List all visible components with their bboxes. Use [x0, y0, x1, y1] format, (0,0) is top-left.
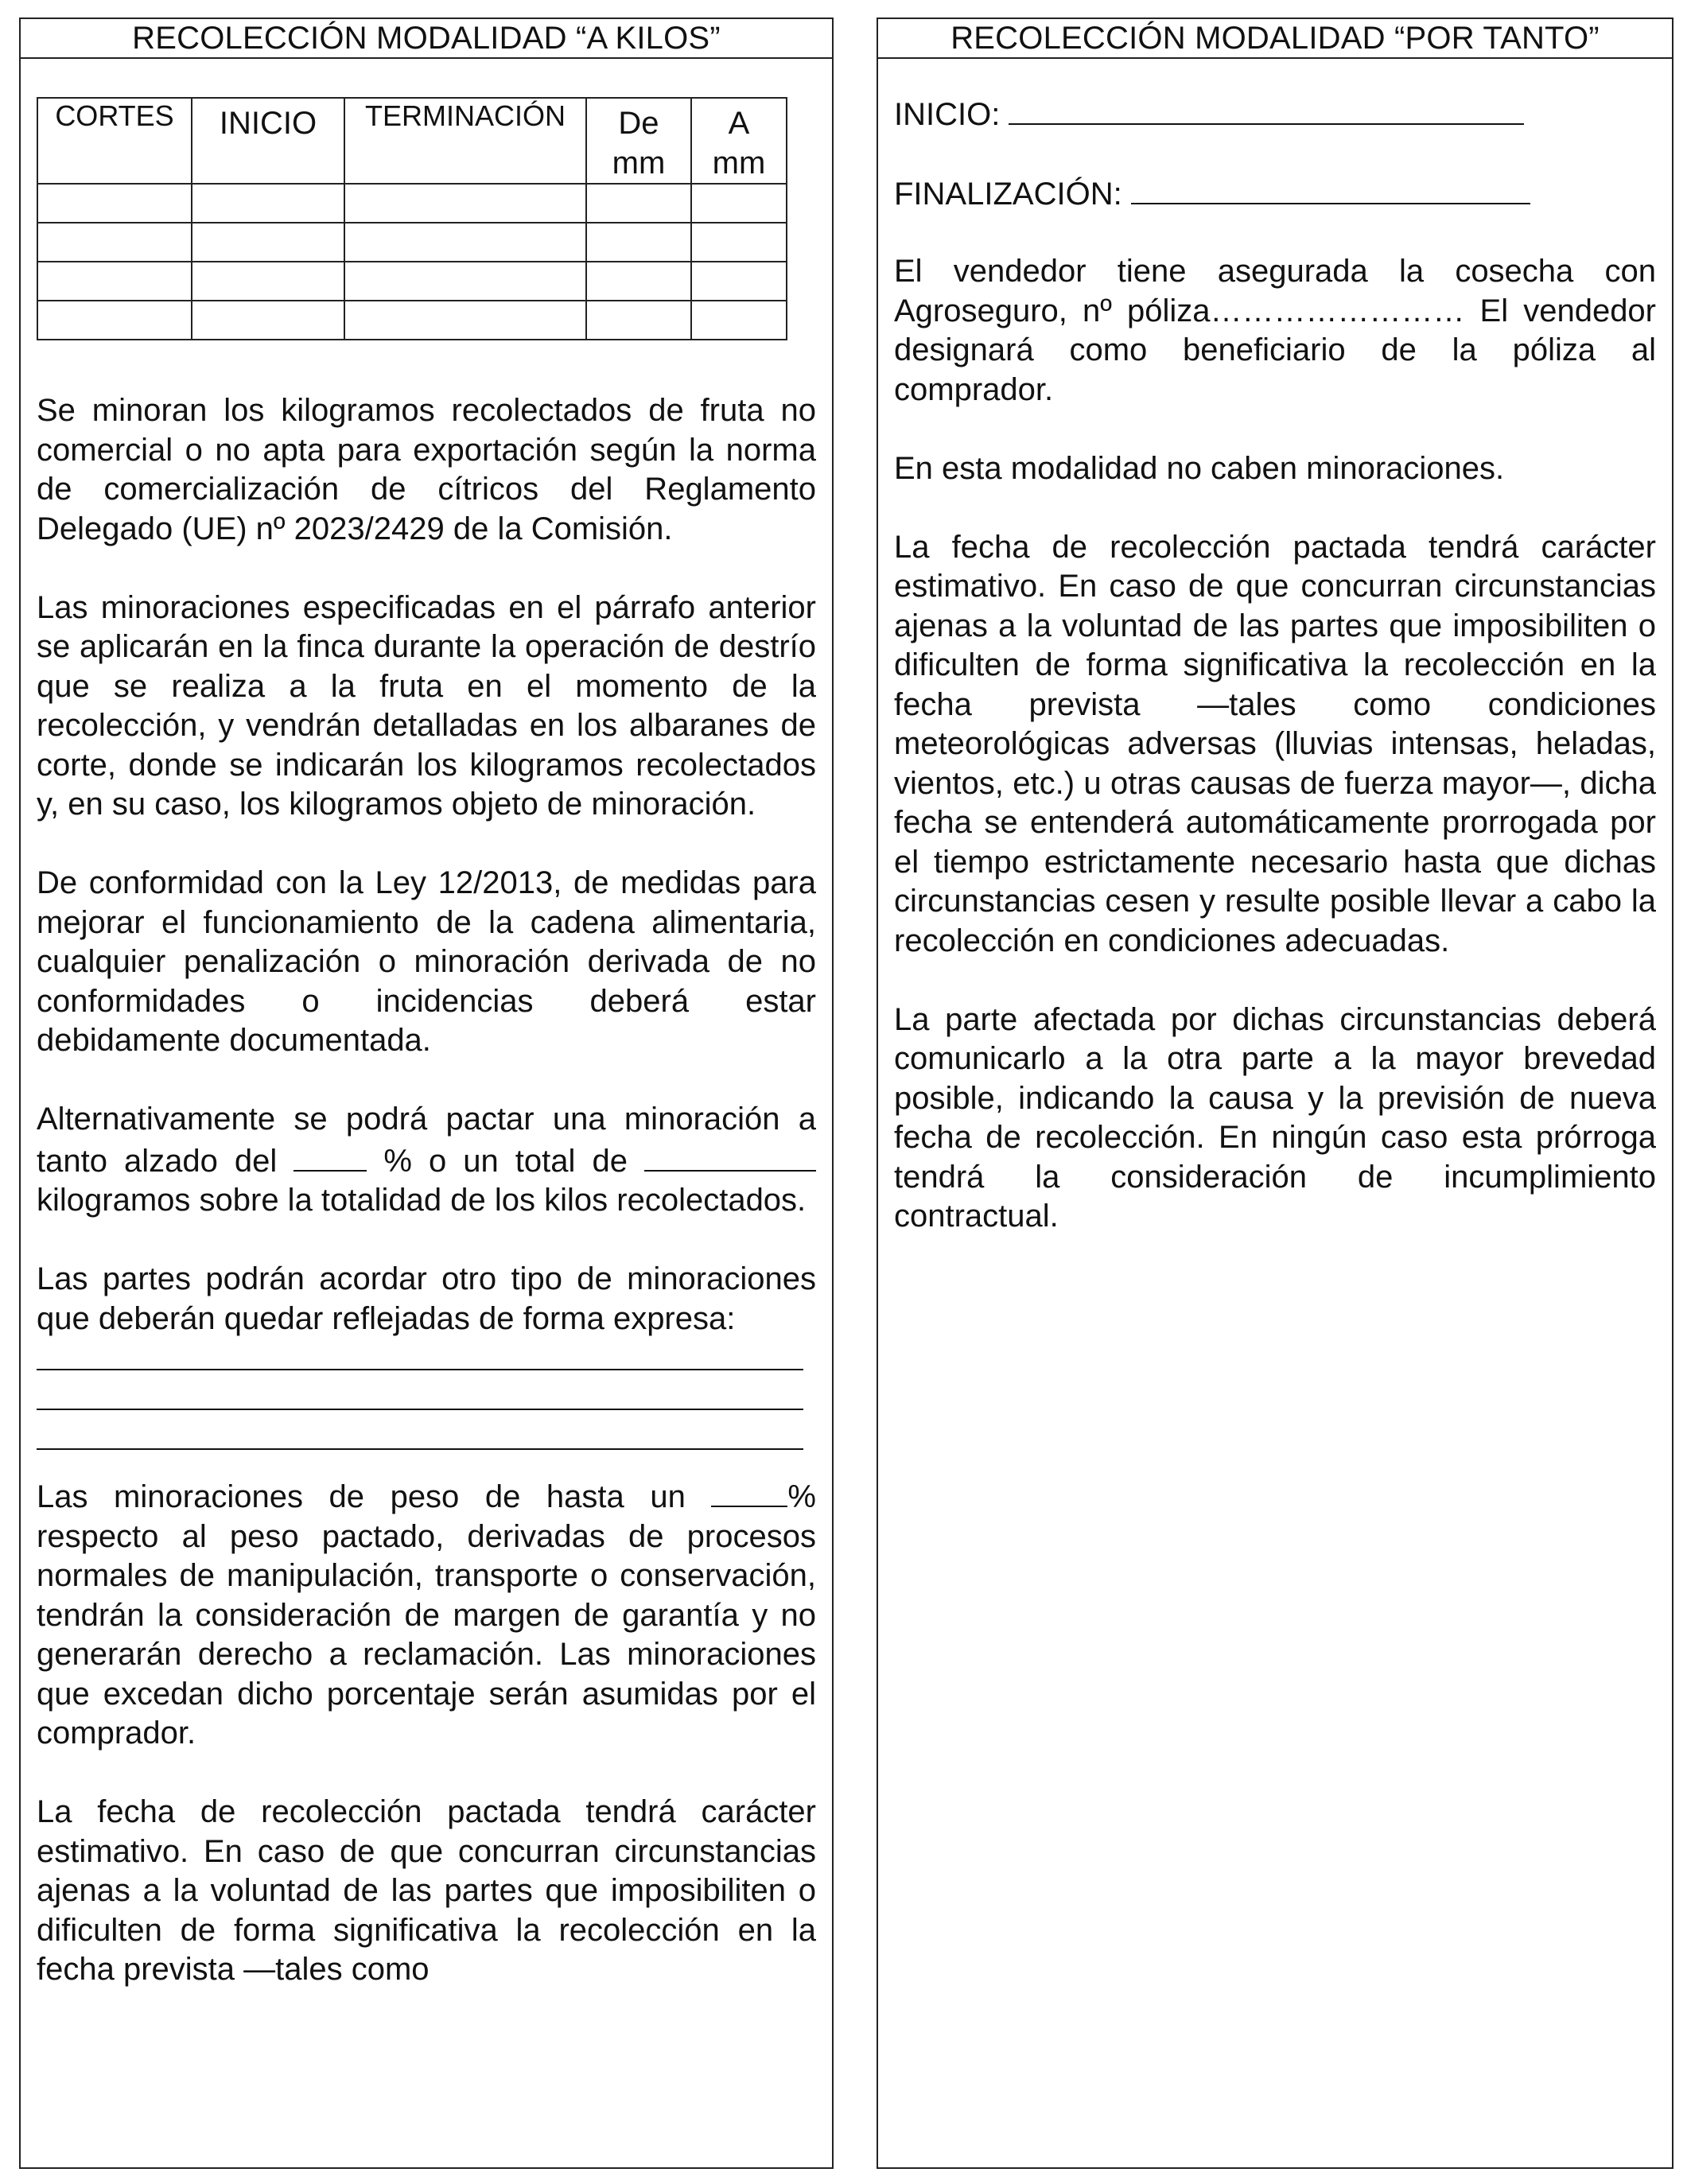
table-row: [37, 184, 787, 223]
por-tanto-title: RECOLECCIÓN MODALIDAD “POR TANTO”: [878, 19, 1672, 59]
table-cell[interactable]: [344, 262, 586, 301]
finalizacion-blank[interactable]: [1131, 179, 1530, 204]
paragraph-fecha-estimativa-tanto: La fecha de recolección pactada tendrá carácter estimativo. En caso de que concurran circunstancias ajenas a la voluntad de las partes que imposibiliten o dificulten de forma significativa la recolección en la fecha prevista —tales como condiciones meteorológicas adversas (lluvias intensas, heladas, vientos, etc.) u otras causas de fuerza mayor—, dicha fecha se entenderá automáticamente prorrogada por el tiempo estrictamente necesario hasta que dichas circunstancias cesen y resulte posible llevar a cabo la recolección en condiciones adecuadas.: [894, 529, 1656, 958]
paragraph-agroseguro: El vendedor tiene asegurada la cosecha con Agroseguro, nº póliza…………………… El vendedor designará como beneficiario de la póliza al comprador.: [894, 254, 1656, 407]
table-cell[interactable]: [192, 184, 344, 223]
paragraph-margen-garantia: Las minoraciones de peso de hasta un % respecto al peso pactado, derivadas de procesos normales de manipulación, transporte o conservación, tendrán la consideración de margen de garantía y no generarán derecho a reclamación. Las minoraciones que excedan dicho porcentaje serán asumidas por el comprador.: [37, 1475, 816, 1754]
table-cell[interactable]: [344, 184, 586, 223]
finalizacion-field: FINALIZACIÓN:: [894, 175, 1656, 215]
paragraph-minoracion-kilos: Se minoran los kilogramos recolectados de fruta no comercial o no apta para exportación según la norma de comercialización de cítricos del Reglamento Delegado (UE) nº 2023/2429 de la Comisión.: [37, 393, 816, 546]
table-cell[interactable]: [691, 262, 787, 301]
table-cell[interactable]: [344, 301, 586, 340]
percent-blank[interactable]: [293, 1140, 367, 1172]
table-cell[interactable]: [37, 184, 192, 223]
table-cell[interactable]: [691, 301, 787, 340]
blank-line[interactable]: [37, 1370, 803, 1410]
table-cell[interactable]: [37, 301, 192, 340]
total-kilos-blank[interactable]: [644, 1140, 816, 1172]
table-cell[interactable]: [586, 184, 691, 223]
por-tanto-section: [877, 17, 1674, 2169]
table-row: [37, 301, 787, 340]
table-row: [37, 223, 787, 262]
paragraph-otras-minoraciones: Las partes podrán acordar otro tipo de minoraciones que deberán quedar reflejadas de forma expresa:: [37, 1261, 816, 1336]
inicio-blank[interactable]: [1009, 99, 1524, 125]
cortes-table: [37, 97, 787, 340]
table-cell[interactable]: [691, 184, 787, 223]
inicio-field: INICIO:: [894, 95, 1656, 135]
table-cell[interactable]: [344, 223, 586, 262]
cortes-table-header: [37, 98, 787, 184]
paragraph-fecha-estimativa: La fecha de recolección pactada tendrá carácter estimativo. En caso de que concurran circunstancias ajenas a la voluntad de las partes que imposibiliten o dificulten de forma significativa la recolección en la fecha prevista —tales como: [37, 1794, 816, 1987]
paragraph-comunicacion: La parte afectada por dichas circunstancias deberá comunicarlo a la otra parte a la mayor brevedad posible, indicando la causa y la previsión de nueva fecha de recolección. En ningún caso esta prórroga tendrá la consideración de incumplimiento contractual.: [894, 1001, 1656, 1234]
table-cell[interactable]: [586, 262, 691, 301]
table-cell[interactable]: [192, 301, 344, 340]
header-inicio: INICIO: [192, 98, 344, 184]
table-cell[interactable]: [37, 262, 192, 301]
paragraph-destrio: Las minoraciones especificadas en el párrafo anterior se aplicarán en la finca durante la operación de destrío que se realiza a la fruta en el momento de la recolección, y vendrán detalladas en los albaranes de corte, donde se indicarán los kilogramos recolectados y, en su caso, los kilogramos objeto de minoración.: [37, 589, 816, 822]
paragraph-ley-12-2013: De conformidad con la Ley 12/2013, de medidas para mejorar el funcionamiento de la cadena alimentaria, cualquier penalización o minoración derivada de no conformidades o incidencias deberá estar debidamente documentada.: [37, 865, 816, 1058]
header-a-mm: A mm: [691, 98, 787, 184]
table-cell[interactable]: [192, 223, 344, 262]
paragraph-tanto-alzado: Alternativamente se podrá pactar una minoración a tanto alzado del % o un total de kilogramos sobre la totalidad de los kilos recolectados.: [37, 1102, 816, 1218]
table-cell[interactable]: [37, 223, 192, 262]
margin-percent-blank[interactable]: [711, 1475, 787, 1507]
header-de-mm: De mm: [586, 98, 691, 184]
blank-line[interactable]: [37, 1410, 803, 1450]
paragraph-no-minoraciones: En esta modalidad no caben minoraciones.: [894, 450, 1505, 486]
a-kilos-section: [19, 17, 834, 2169]
header-terminacion: TERMINACIÓN: [344, 98, 586, 184]
table-cell[interactable]: [586, 223, 691, 262]
header-cortes: CORTES: [37, 98, 192, 184]
a-kilos-title: RECOLECCIÓN MODALIDAD “A KILOS”: [21, 19, 832, 59]
blank-line[interactable]: [37, 1339, 803, 1370]
table-cell[interactable]: [192, 262, 344, 301]
table-cell[interactable]: [586, 301, 691, 340]
table-cell[interactable]: [691, 223, 787, 262]
table-row: [37, 262, 787, 301]
